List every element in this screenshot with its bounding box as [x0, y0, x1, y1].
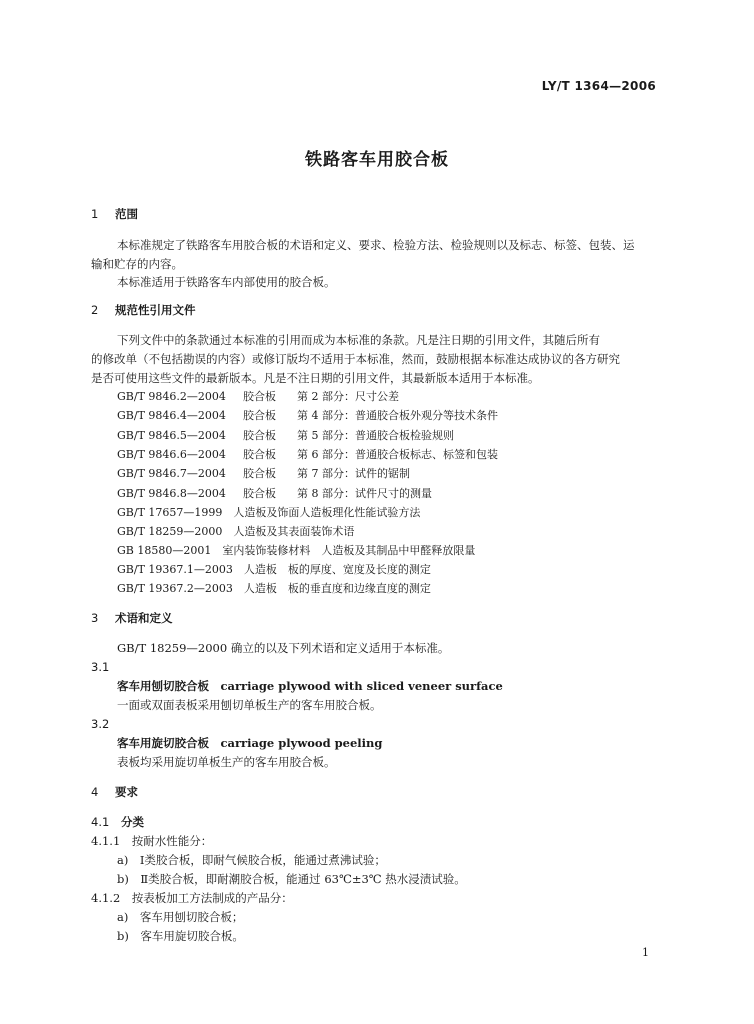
section-number: 2 — [91, 303, 99, 317]
ref-product: 胶合板 — [243, 409, 276, 422]
ref-part: 第 5 部分：普通胶合板检验规则 — [297, 429, 454, 442]
section-title: 范围 — [115, 207, 138, 221]
section-3-heading — [91, 610, 173, 626]
ref-part: 第 6 部分：普通胶合板标志、标签和包装 — [297, 448, 498, 461]
ref-code: GB/T 9846.8—2004 — [117, 487, 226, 500]
standard-code: LY/T 1364—2006 — [541, 79, 656, 93]
ref-product: 胶合板 — [243, 467, 276, 480]
list-item: b) Ⅱ类胶合板，即耐潮胶合板，能通过 63℃±3℃ 热水浸渍试验。 — [117, 872, 466, 886]
page-number: 1 — [642, 946, 649, 959]
ref-part: 第 4 部分：普通胶合板外观分等技术条件 — [297, 409, 498, 422]
reference-row: GB/T 19367.2—2003 人造板 板的垂直度和边缘直度的测定 — [117, 582, 431, 595]
term-heading: 客车用刨切胶合板 carriage plywood with sliced veneer surface — [117, 679, 503, 693]
section-title: 规范性引用文件 — [115, 303, 196, 317]
section-number: 3 — [91, 611, 99, 625]
section-number: 1 — [91, 207, 99, 221]
list-item: a) Ⅰ类胶合板，即耐气候胶合板，能通过煮沸试验； — [117, 853, 386, 867]
subsection-number: 4.1 — [91, 815, 110, 829]
reference-row: GB/T 18259—2000 人造板及其表面装饰术语 — [117, 525, 355, 538]
clause-line: 4.1.1 按耐水性能分： — [91, 834, 213, 848]
subsection-title: 分类 — [121, 815, 144, 829]
paragraph-line: 的修改单（不包括勘误的内容）或修订版均不适用于本标准，然而，鼓励根据本标准达成协议的各方研究 — [91, 352, 620, 366]
reference-row: GB/T 17657—1999 人造板及饰面人造板理化性能试验方法 — [117, 506, 421, 519]
ref-product: 胶合板 — [243, 448, 276, 461]
paragraph-line: GB/T 18259—2000 确立的以及下列术语和定义适用于本标准。 — [117, 641, 450, 655]
document-title: 铁路客车用胶合板 — [305, 150, 449, 170]
clause-line: 4.1.2 按表板加工方法制成的产品分： — [91, 891, 293, 905]
ref-code: GB/T 9846.6—2004 — [117, 448, 226, 461]
ref-code: GB/T 9846.2—2004 — [117, 390, 226, 403]
ref-product: 胶合板 — [243, 487, 276, 500]
list-item: a) 客车用刨切胶合板； — [117, 910, 244, 924]
section-number: 4 — [91, 785, 99, 799]
paragraph-line: 输和贮存的内容。 — [91, 257, 183, 271]
term-definition: 一面或双面表板采用刨切单板生产的客车用胶合板。 — [117, 698, 382, 712]
ref-code: GB/T 9846.4—2004 — [117, 409, 226, 422]
ref-product: 胶合板 — [243, 429, 276, 442]
paragraph-line: 下列文件中的条款通过本标准的引用而成为本标准的条款。凡是注日期的引用文件，其随后所有 — [117, 333, 600, 347]
reference-row: GB/T 19367.1—2003 人造板 板的厚度、宽度及长度的测定 — [117, 563, 431, 576]
ref-code: GB/T 9846.5—2004 — [117, 429, 226, 442]
ref-part: 第 8 部分：试件尺寸的测量 — [297, 487, 432, 500]
section-4-heading — [91, 784, 138, 800]
term-definition: 表板均采用旋切单板生产的客车用胶合板。 — [117, 755, 336, 769]
term-heading: 客车用旋切胶合板 carriage plywood peeling — [117, 736, 383, 750]
term-number: 3.1 — [91, 660, 110, 674]
subsection-heading — [91, 814, 144, 830]
ref-part: 第 2 部分：尺寸公差 — [297, 390, 399, 403]
ref-code: GB/T 9846.7—2004 — [117, 467, 226, 480]
section-title: 术语和定义 — [115, 611, 173, 625]
ref-part: 第 7 部分：试件的锯制 — [297, 467, 410, 480]
ref-product: 胶合板 — [243, 390, 276, 403]
paragraph-line: 本标准适用于铁路客车内部使用的胶合板。 — [117, 275, 336, 289]
list-item: b) 客车用旋切胶合板。 — [117, 929, 244, 943]
section-title: 要求 — [115, 785, 138, 799]
paragraph-line: 本标准规定了铁路客车用胶合板的术语和定义、要求、检验方法、检验规则以及标志、标签、包装、运 — [117, 238, 635, 252]
reference-row: GB 18580—2001 室内装饰装修材料 人造板及其制品中甲醛释放限量 — [117, 544, 476, 557]
term-number: 3.2 — [91, 717, 110, 731]
paragraph-line: 是否可使用这些文件的最新版本。凡是不注日期的引用文件，其最新版本适用于本标准。 — [91, 371, 540, 385]
section-1-heading — [91, 206, 138, 222]
section-2-heading — [91, 302, 196, 318]
